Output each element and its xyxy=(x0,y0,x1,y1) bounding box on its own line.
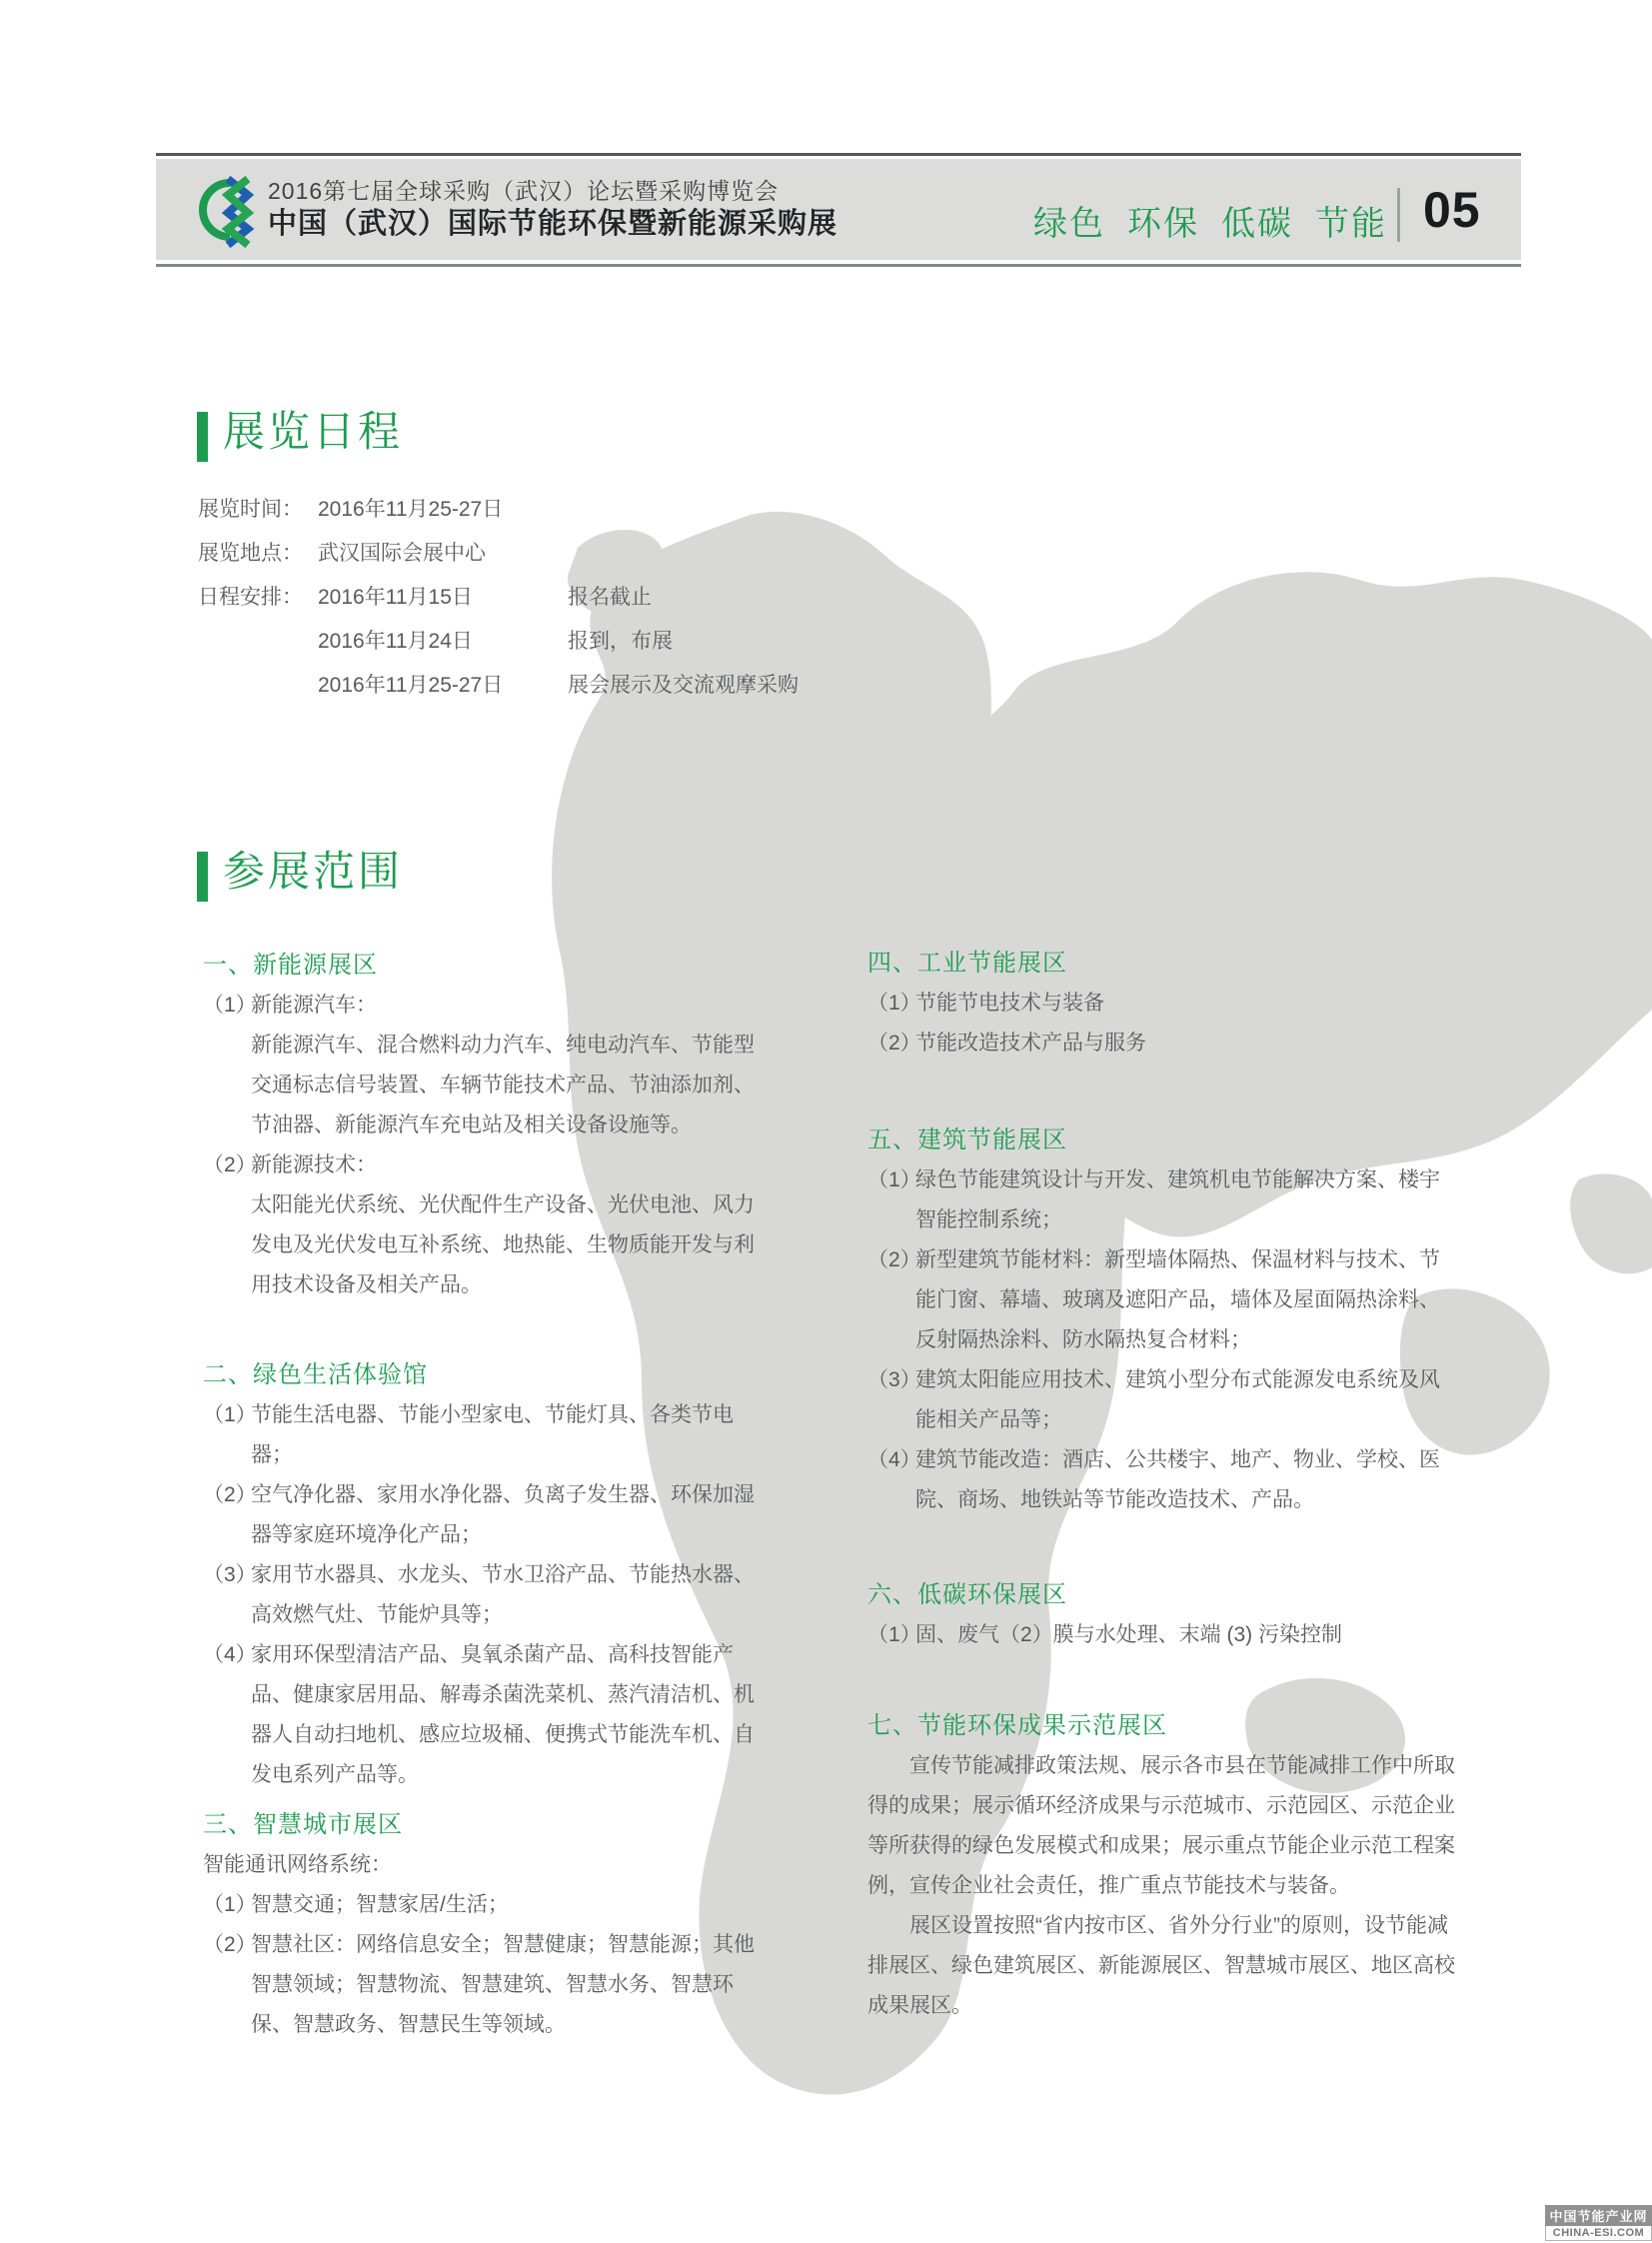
scope-item xyxy=(867,1240,1459,1360)
scope-section-heading: 三、智慧城市展区 xyxy=(203,1811,403,1838)
scope-item-marker: （4） xyxy=(203,1643,257,1666)
schedule-row-label: 展览地点： xyxy=(198,542,303,565)
schedule-row-value: 武汉国际会展中心 xyxy=(318,542,486,565)
scope-item-marker: （1） xyxy=(203,1403,257,1426)
scope-section xyxy=(867,944,1459,1064)
scope-item-marker: （2） xyxy=(203,1483,257,1506)
schedule-row-note: 报名截止 xyxy=(568,586,652,609)
scope-item-marker: （1） xyxy=(203,994,257,1017)
scope-section xyxy=(867,1575,1459,1655)
scope-item-text: 绿色节能建筑设计与开发、建筑机电节能解决方案、楼宇智能控制系统； xyxy=(915,1168,1440,1231)
scope-item-marker: （4） xyxy=(867,1448,921,1471)
scope-paragraph: 宣传节能减排政策法规、展示各市县在节能减排工作中所取得的成果；展示循环经济成果与示范城市、示范园区、示范企业等所获得的绿色发展模式和成果；展示重点节能企业示范工程案例，宣传企业社会责任，推广重点节能技术与装备。 xyxy=(867,1754,1455,1897)
scope-item xyxy=(203,1145,759,1185)
scope-item-text: 智慧交通；智慧家居/生活； xyxy=(251,1893,509,1916)
scope-item-marker: （2） xyxy=(203,1153,257,1176)
scope-item-text: 建筑太阳能应用技术、建筑小型分布式能源发电系统及风能相关产品等； xyxy=(915,1368,1440,1431)
scope-item xyxy=(203,986,759,1026)
scope-section xyxy=(203,1355,759,1795)
scope-item xyxy=(203,1185,759,1305)
header-keyword: 低碳 xyxy=(1221,205,1293,243)
page-number: 05 xyxy=(1423,182,1481,238)
scope-item-marker: （1） xyxy=(867,992,921,1015)
scope-item-text: 家用环保型清洁产品、臭氧杀菌产品、高科技智能产品、健康家居用品、解毒杀菌洗菜机、蒸汽清洁机、机器人自动扫地机、感应垃圾桶、便携式节能洗车机、自发电系列产品等。 xyxy=(251,1643,755,1786)
scope-section-heading: 二、绿色生活体验馆 xyxy=(203,1361,428,1388)
scope-section-title: 参展范围 xyxy=(223,848,404,895)
watermark-url: CHINA-ESI.COM xyxy=(1545,2226,1652,2241)
scope-paragraph: 展区设置按照“省内按市区、省外分行业”的原则，设节能减排展区、绿色建筑展区、新能源展区、智慧城市展区、地区高校成果展区。 xyxy=(867,1914,1455,2017)
scope-item xyxy=(203,1475,759,1555)
schedule-row-value: 2016年11月25-27日 xyxy=(318,674,504,697)
scope-section-heading: 六、低碳环保展区 xyxy=(867,1581,1067,1608)
scope-item xyxy=(867,1440,1459,1520)
scope-item xyxy=(867,1615,1459,1655)
scope-item xyxy=(203,1925,759,2045)
expo-title-line1: 2016第七届全球采购（武汉）论坛暨采购博览会 xyxy=(268,178,780,204)
scope-item-marker: （2） xyxy=(867,1032,921,1055)
scope-item xyxy=(203,1026,759,1145)
scope-item-marker: （1） xyxy=(203,1893,257,1916)
expo-title-line2: 中国（武汉）国际节能环保暨新能源采购展 xyxy=(268,208,838,240)
schedule-row-label: 展览时间： xyxy=(198,498,303,521)
scope-item-text: 节能生活电器、节能小型家电、节能灯具、各类节电器； xyxy=(251,1403,734,1466)
scope-item-text: 智慧社区：网络信息安全；智慧健康；智慧能源；其他智慧领域；智慧物流、智慧建筑、智慧水务、智慧环保、智慧政务、智慧民生等领域。 xyxy=(251,1933,755,2036)
schedule-row-label: 日程安排： xyxy=(198,586,303,609)
scope-item xyxy=(203,1395,759,1475)
scope-item-text: 节能节电技术与装备 xyxy=(915,992,1104,1015)
scope-section-lead: 智能通讯网络系统： xyxy=(203,1853,392,1876)
schedule-row-value: 2016年11月25-27日 xyxy=(318,498,504,521)
map-island-2 xyxy=(1570,1173,1652,1273)
site-watermark xyxy=(1545,2205,1652,2241)
schedule-row-value: 2016年11月24日 xyxy=(318,630,473,653)
scope-section xyxy=(867,1121,1459,1520)
scope-section xyxy=(203,946,759,1305)
scope-section-heading: 四、工业节能展区 xyxy=(867,950,1067,977)
scope-section-heading: 七、节能环保成果示范展区 xyxy=(867,1712,1167,1739)
schedule-row-value: 2016年11月15日 xyxy=(318,586,473,609)
scope-item-text: 新型建筑节能材料：新型墙体隔热、保温材料与技术、节能门窗、幕墙、玻璃及遮阳产品，墙体及屋面隔热涂料、反射隔热涂料、防水隔热复合材料； xyxy=(915,1248,1440,1351)
schedule-section-title: 展览日程 xyxy=(223,408,404,455)
scope-section xyxy=(867,1706,1459,2026)
schedule-row-note: 展会展示及交流观摩采购 xyxy=(568,674,799,697)
scope-item xyxy=(203,1885,759,1925)
schedule-row-note: 报到，布展 xyxy=(568,630,673,653)
scope-item-text: 节能改造技术产品与服务 xyxy=(915,1032,1146,1055)
scope-left-column xyxy=(203,0,759,2243)
scope-item-marker: （2） xyxy=(867,1248,921,1271)
header-keyword: 节能 xyxy=(1315,205,1387,243)
scope-item-marker: （2） xyxy=(203,1933,257,1956)
scope-item xyxy=(867,1360,1459,1440)
scope-section xyxy=(203,1805,759,2045)
scope-item-marker: （3） xyxy=(203,1563,257,1586)
scope-item-text: 空气净化器、家用水净化器、负离子发生器、环保加湿器等家庭环境净化产品； xyxy=(251,1483,755,1546)
scope-right-column xyxy=(867,0,1459,2243)
scope-item-marker: （1） xyxy=(867,1168,921,1191)
scope-item xyxy=(203,1635,759,1795)
header-keyword: 绿色 xyxy=(1033,205,1105,243)
scope-item xyxy=(867,1160,1459,1240)
scope-item xyxy=(203,1555,759,1635)
scope-item-text: 新能源汽车： xyxy=(251,994,377,1017)
scope-item xyxy=(867,984,1459,1024)
scope-item-marker: （1） xyxy=(867,1623,921,1646)
scope-section-heading: 一、新能源展区 xyxy=(203,952,378,979)
header-keyword: 环保 xyxy=(1127,205,1199,243)
scope-item-text: 太阳能光伏系统、光伏配件生产设备、光伏电池、风力发电及光伏发电互补系统、地热能、生物质能开发与利用技术设备及相关产品。 xyxy=(251,1193,755,1296)
scope-item-text: 固、废气（2）膜与水处理、末端 (3) 污染控制 xyxy=(915,1623,1343,1646)
scope-item-text: 新能源汽车、混合燃料动力汽车、纯电动汽车、节能型交通标志信号装置、车辆节能技术产品、节油添加剂、节油器、新能源汽车充电站及相关设备设施等。 xyxy=(251,1034,755,1136)
scope-section-heading: 五、建筑节能展区 xyxy=(867,1126,1067,1153)
scope-item xyxy=(867,1024,1459,1064)
scope-item-marker: （3） xyxy=(867,1368,921,1391)
scope-item-text: 新能源技术： xyxy=(251,1153,377,1176)
watermark-cn: 中国节能产业网 xyxy=(1545,2205,1652,2226)
scope-item-text: 家用节水器具、水龙头、节水卫浴产品、节能热水器、高效燃气灶、节能炉具等； xyxy=(251,1563,755,1626)
scope-item-text: 建筑节能改造：酒店、公共楼宇、地产、物业、学校、医院、商场、地铁站等节能改造技术、产品。 xyxy=(915,1448,1440,1511)
